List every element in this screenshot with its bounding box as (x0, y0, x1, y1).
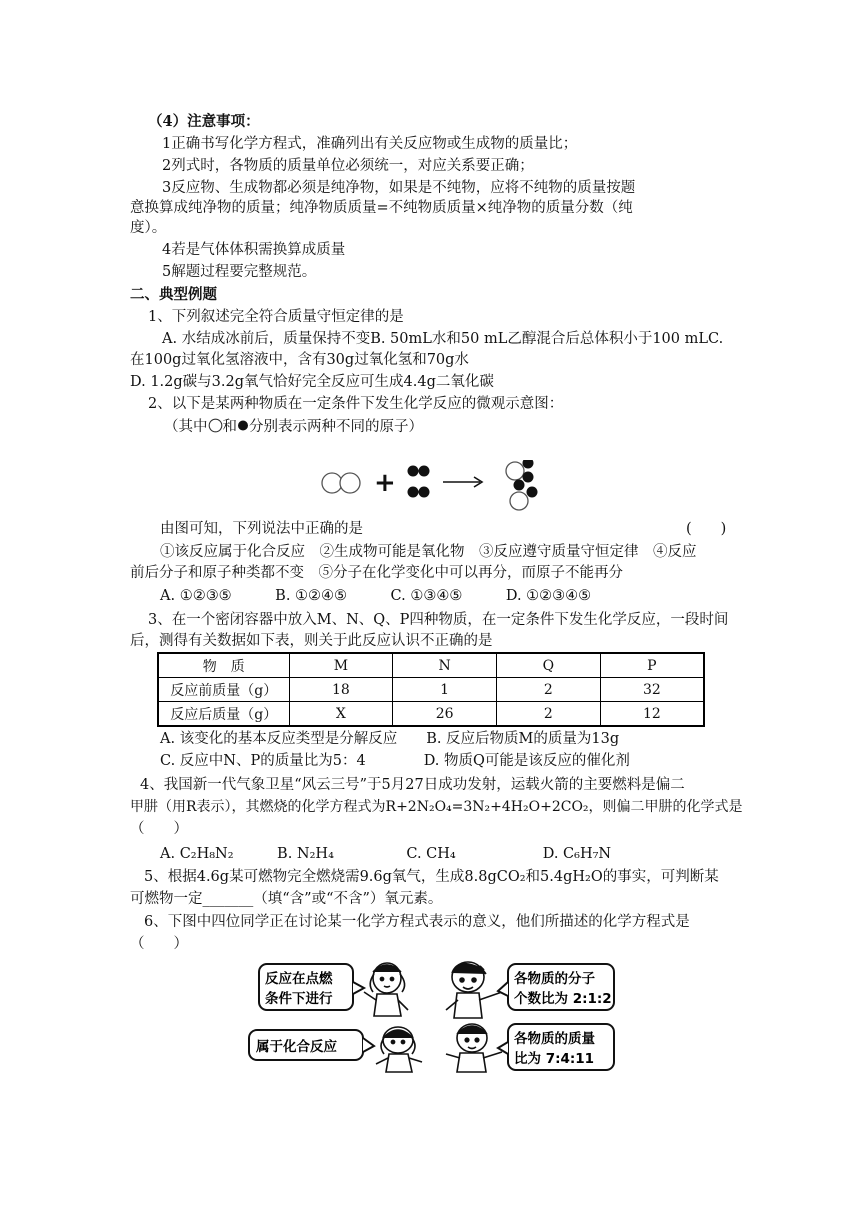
table-cell: 12 (600, 702, 704, 727)
bubble-bottom-left-text: 属于化合反应 (256, 1039, 337, 1055)
reactant-a-atom-2 (340, 473, 360, 493)
bubble-top-left-line-1: 反应在点燃 (265, 971, 333, 987)
student-boy-icon (446, 962, 502, 1018)
table-header-cell: M (289, 653, 393, 678)
table-row (158, 702, 704, 727)
q3-choices-a-b: A. 该变化的基本反应类型是分解反应 B. 反应后物质M的质量为13g (160, 731, 620, 747)
q6-discussion-cartoon (246, 958, 620, 1074)
reactant-a-atom-1 (322, 473, 342, 493)
note-item-2: 2列式时，各物质的质量单位必须统一，对应关系要正确； (162, 158, 534, 174)
reactant-b-atom-4 (419, 487, 430, 498)
product-2-black-atom-a (514, 480, 525, 491)
q4-line-2: 甲肼（用R表示），其燃烧的化学方程式为R+2N₂O₄=3N₂+4H₂O+2CO₂，则偏二甲肼的化学式是 (130, 799, 743, 815)
product-1-black-atom-b (523, 472, 534, 483)
plus-sign: + (374, 468, 396, 498)
note-item-1: 1正确书写化学方程式，准确列出有关反应物或生成物的质量比； (162, 136, 578, 152)
bubble-top-right-line-2: 个数比为 2:1:2 (514, 991, 612, 1007)
table-header-cell: P (600, 653, 704, 678)
note-item-5: 5解题过程要完整规范。 (162, 264, 317, 280)
notes-heading: （4）注意事项： (148, 113, 260, 130)
table-cell: 26 (393, 702, 497, 727)
bubble-top-right-line-1: 各物质的分子 (514, 971, 595, 987)
black-atom-icon (237, 418, 249, 433)
q2-question: 由图可知，下列说法中正确的是 (160, 521, 363, 537)
table-cell: 1 (393, 678, 497, 702)
q1-choice-a-b-c: A. 水结成冰前后，质量保持不变B. 50mL水和50 mL乙醇混合后总体积小于100 mLC. (162, 331, 724, 347)
table-cell: 18 (289, 678, 393, 702)
q2-stem: 2、以下是某两种物质在一定条件下发生化学反应的微观示意图： (148, 396, 564, 412)
note-item-4: 4若是气体体积需换算成质量 (162, 242, 346, 258)
q1-choice-d: D. 1.2g碳与3.2g氧气恰好完全反应可生成4.4g二氧化碳 (130, 374, 494, 390)
q6-answer-paren: （ ） (130, 936, 188, 952)
q3-stem-line-2: 后，测得有关数据如下表，则关于此反应认识不正确的是 (130, 633, 493, 649)
reactant-b-atom-2 (419, 466, 430, 477)
table-cell: 2 (497, 702, 601, 727)
product-1-white-atom (506, 462, 524, 480)
product-1-black-atom-a (523, 460, 534, 469)
student-boy-2-icon (446, 1024, 502, 1072)
q2-atom-note (164, 417, 423, 437)
q1-choice-c-cont: 在100g过氧化氢溶液中，含有30g过氧化氢和70g水 (130, 352, 469, 368)
q2-options-line-1: ①该反应属于化合反应 ②生成物可能是氧化物 ③反应遵守质量守恒定律 ④反应 (160, 544, 697, 560)
q2-choices: A. ①②③⑤ B. ①②④⑤ C. ①③④⑤ D. ①②③④⑤ (160, 588, 592, 604)
q2-note-and: 和 (222, 419, 237, 435)
white-atom-icon (208, 418, 223, 433)
table-header-cell: 物 质 (158, 653, 289, 678)
table-row (158, 678, 704, 702)
q2-reaction-diagram (310, 460, 570, 520)
student-girl-icon (364, 963, 408, 1016)
q3-data-table (157, 652, 705, 727)
q4-line-1: 4、我国新一代气象卫星“风云三号”于5月27日成功发射，运载火箭的主要燃料是偏二 (140, 777, 685, 793)
q6-line-1: 6、下图中四位同学正在讨论某一化学方程式表示的意义，他们所描述的化学方程式是 (144, 914, 690, 930)
table-cell: 反应后质量（g） (158, 702, 289, 727)
table-cell: 32 (600, 678, 704, 702)
table-header-cell: Q (497, 653, 601, 678)
q1-stem: 1、下列叙述完全符合质量守恒定律的是 (148, 309, 404, 325)
q2-answer-paren: ( ) (686, 521, 727, 537)
student-girl-2-icon (376, 1027, 422, 1072)
q2-note-pre: （其中 (164, 419, 208, 435)
table-header-row (158, 653, 704, 678)
note-item-3-cont: 意换算成纯净物的质量；纯净物质质量=不纯物质质量×纯净物的质量分数（纯 (130, 200, 633, 216)
q4-answer-paren: （ ） (130, 821, 188, 837)
table-cell: 反应前质量（g） (158, 678, 289, 702)
table-cell: X (289, 702, 393, 727)
product-2-black-atom-b (527, 487, 538, 498)
q3-stem-line-1: 3、在一个密闭容器中放入M、N、Q、P四种物质，在一定条件下发生化学反应，一段时间 (148, 612, 729, 628)
section-title: 二、典型例题 (130, 286, 217, 303)
q5-line-2: 可燃物一定_______（填“含”或“不含”）氧元素。 (130, 891, 443, 907)
note-item-3: 3反应物、生成物都必须是纯净物，如果是不纯物，应将不纯物的质量按题 (162, 180, 636, 196)
reactant-b-atom-1 (408, 466, 419, 477)
note-item-3-end: 度）。 (130, 220, 167, 236)
bubble-top-left-line-2: 条件下进行 (265, 991, 333, 1007)
bubble-bottom-right-line-2: 比为 7:4:11 (514, 1051, 595, 1067)
reactant-b-atom-3 (408, 487, 419, 498)
q2-options-line-2: 前后分子和原子种类都不变 ⑤分子在化学变化中可以再分，而原子不能再分 (130, 565, 623, 581)
q5-line-1: 5、根据4.6g某可燃物完全燃烧需9.6g氧气，生成8.8gCO₂和5.4gH₂O的事实，可判断某 (144, 869, 719, 885)
table-cell: 2 (497, 678, 601, 702)
q4-choices: A. C₂H₈N₂ B. N₂H₄ C. CH₄ D. C₆H₇N (160, 846, 612, 862)
bubble-bottom-right-line-1: 各物质的质量 (514, 1031, 595, 1047)
q3-choices-c-d: C. 反应中N、P的质量比为5：4 D. 物质Q可能是该反应的催化剂 (160, 753, 630, 769)
q2-note-post: 分别表示两种不同的原子） (249, 419, 423, 435)
product-2-white-atom (510, 492, 528, 510)
table-header-cell: N (393, 653, 497, 678)
